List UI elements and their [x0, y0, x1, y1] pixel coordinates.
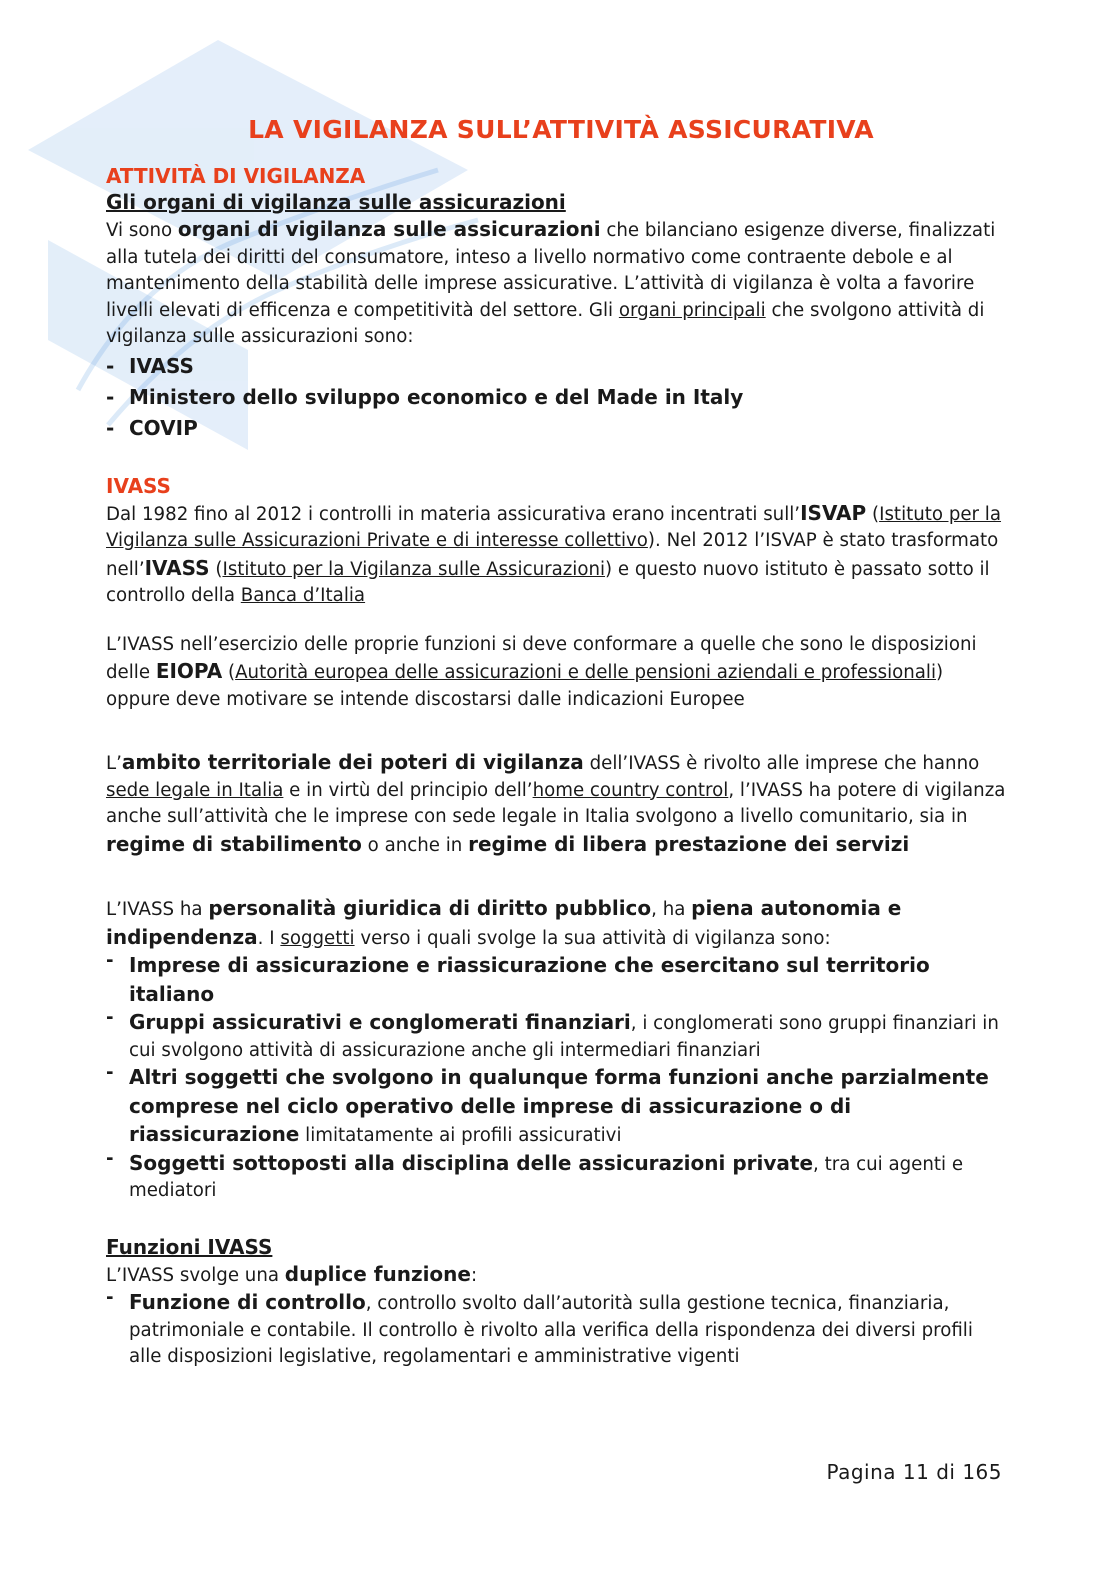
paragraph-eiopa: L’IVASS nell’esercizio delle proprie funzioni si deve conformare a quelle che sono le disposizioni delle EIOPA (Autorità europea delle assicurazioni e delle pensioni aziendali e professionali) oppure deve motivare se intende discostarsi dalle indicazioni Europee	[106, 633, 977, 710]
list-item: - Gruppi assicurativi e conglomerati finanziari, i conglomerati sono gruppi finanziari in cui svolgono attività di assicurazione anche gli intermediari finanziari	[106, 1009, 1006, 1064]
paragraph-personalita: L’IVASS ha personalità giuridica di diritto pubblico, ha piena autonomia e indipendenza. I soggetti verso i quali svolge la sua attività di vigilanza sono:	[106, 896, 902, 949]
paragraph-organi: Vi sono organi di vigilanza sulle assicurazioni che bilanciano esigenze diverse, finalizzati alla tutela dei diritti del consumatore, inteso a livello normativo come contraente debole e al mantenimento della stabilità delle imprese assicurative. L’attività di vigilanza è volta a favorire livelli elevati di efficenza e competitività del settore. Gli organi principali che svolgono attività di vigilanza sulle assicurazioni sono:	[106, 217, 996, 347]
paragraph-funzioni-intro: L’IVASS svolge una duplice funzione:	[106, 1261, 478, 1286]
soggetti-list	[106, 952, 1006, 1205]
paragraph-ivass-history: Dal 1982 fino al 2012 i controlli in materia assicurativa erano incentrati sull’ISVAP (Istituto per la Vigilanza sulle Assicurazioni Private e di interesse collettivo). Nel 2012 l’ISVAP è stato trasformato nell’IVASS (Istituto per la Vigilanza sulle Assicurazioni) e questo nuovo istituto è passato sotto il controllo della Banca d’Italia	[106, 500, 1002, 606]
list-item: - Soggetti sottoposti alla disciplina delle assicurazioni private, tra cui agenti e mediatori	[106, 1150, 1006, 1205]
page-number: Pagina 11 di 165	[826, 1460, 1002, 1484]
list-item: - IVASS	[106, 351, 1006, 382]
section-heading-vigilanza: ATTIVITÀ DI VIGILANZA	[106, 164, 366, 188]
page-title: LA VIGILANZA SULL’ATTIVITÀ ASSICURATIVA	[248, 115, 874, 144]
list-item: - Altri soggetti che svolgono in qualunque forma funzioni anche parzialmente comprese nel ciclo operativo delle imprese di assicurazione o di riassicurazione limitatamente ai profili assicurativi	[106, 1064, 1006, 1150]
paragraph-ambito: L’ambito territoriale dei poteri di vigilanza dell’IVASS è rivolto alle imprese che hanno sede legale in Italia e in virtù del principio dell’home country control, l’IVASS ha potere di vigilanza anche sull’attività che le imprese con sede legale in Italia svolgono a livello comunitario, sia in regime di stabilimento o anche in regime di libera prestazione dei servizi	[106, 750, 1006, 856]
funzioni-list	[106, 1289, 1006, 1371]
list-item: - COVIP	[106, 413, 1006, 444]
list-item: - Imprese di assicurazione e riassicurazione che esercitano sul territorio italiano	[106, 952, 1006, 1009]
organi-list	[106, 351, 1006, 444]
subheading-organi: Gli organi di vigilanza sulle assicurazioni	[106, 190, 566, 214]
section-heading-ivass: IVASS	[106, 473, 171, 498]
subheading-funzioni: Funzioni IVASS	[106, 1234, 273, 1259]
document-page	[106, 112, 1006, 1371]
list-item: - Ministero dello sviluppo economico e del Made in Italy	[106, 382, 1006, 413]
list-item: - Funzione di controllo, controllo svolto dall’autorità sulla gestione tecnica, finanziaria, patrimoniale e contabile. Il controllo è rivolto alla verifica della rispondenza dei diversi profili alle disposizioni legislative, regolamentari e amministrative vigenti	[106, 1289, 1006, 1371]
